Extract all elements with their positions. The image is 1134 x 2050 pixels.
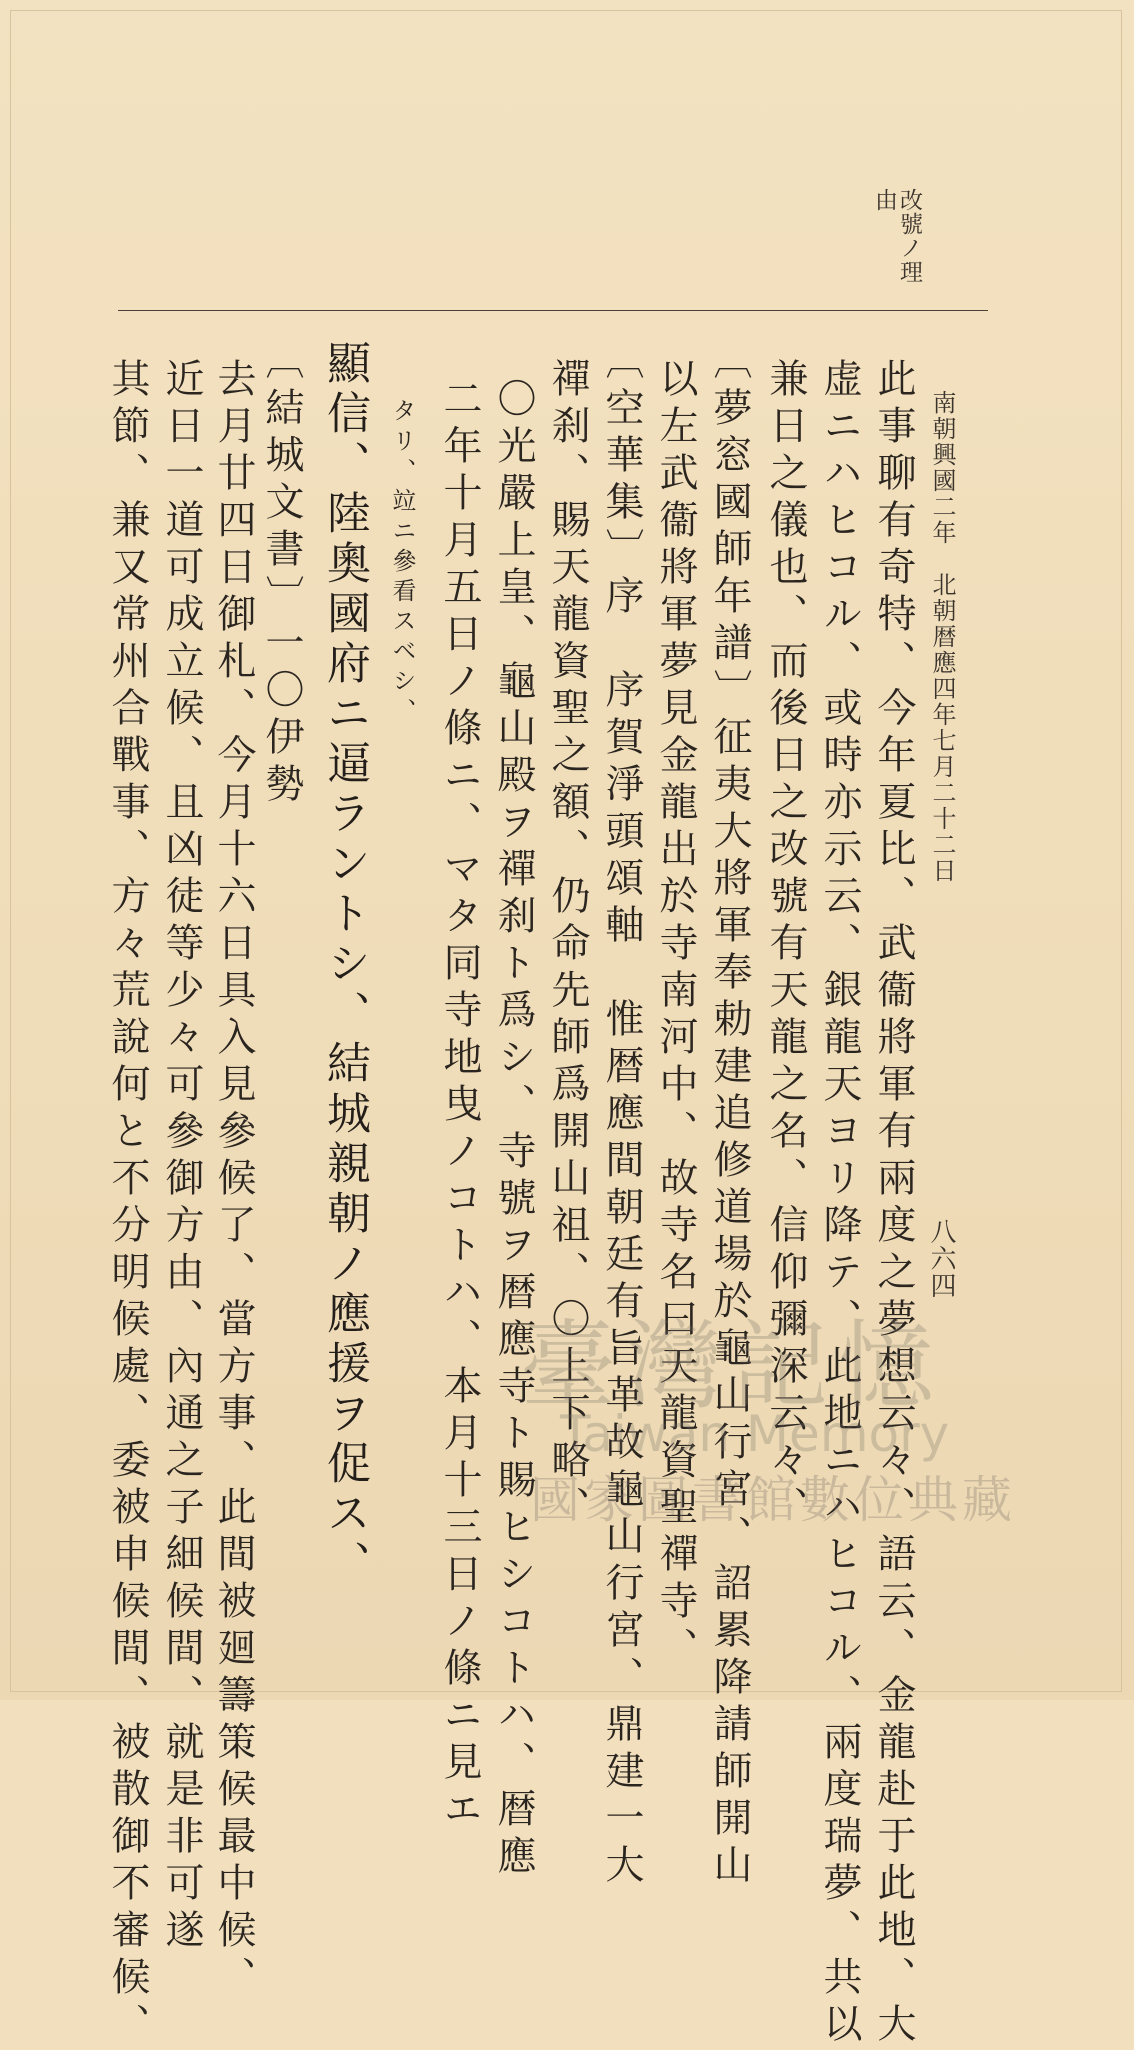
text-column-1: 此事聊有奇特、今年夏比、武衞將軍有兩度之夢想云々、語云、金龍赴于此地、大 [871,358,916,2050]
text-column-15: 其節、兼又常州合戰事、方々荒說何と不分明候處、委被申候間、被散御不審候、 [105,358,150,2050]
text-column-10: タリ、竝ニ參看スベシ、 [388,398,416,728]
text-column-14: 近日一道可成立候、且凶徒等少々可參御方由、內通之子細候間、就是非可遂 [159,358,204,1956]
section-title: 顯信、陸奧國府ニ逼ラントシ、結城親朝ノ應援ヲ促ス、 [319,340,370,1590]
watermark-english: Taiwan Memory [560,1405,950,1463]
margin-note-line1: 改號ノ理 [896,188,922,284]
text-column-9: 二年十月五日ノ條ニ、マタ同寺地曳ノコトハ、本月十三日ノ條ニ見エ [437,378,482,1835]
margin-note-line2: 由 [871,188,897,212]
source-citation: 〔結城文書〕一〇伊勢 [259,340,304,810]
page-number: 八六四 [926,1218,956,1299]
watermark-logo: 臺灣記憶 [520,1310,944,1422]
text-column-8: 〇光嚴上皇、龜山殿ヲ禪刹ト爲シ、寺號ヲ暦應寺ト賜ヒシコトハ、暦應 [491,378,536,1882]
text-column-3: 兼日之儀也、而後日之改號有天龍之名、信仰彌深云々、 [763,358,808,1533]
text-column-4: 〔夢窓國師年譜〕征夷大將軍奉勅建追修道場於龜山行宮、詔累降請師開山 [707,340,752,1891]
text-column-13: 去月廿四日御札、今月十六日具入見參候了、當方事、此間被廻籌策候最中候、 [211,358,256,2003]
date-header: 南朝興國二年 北朝暦應四年七月二十二日 [928,390,956,884]
text-column-5: 以左武衞將軍夢見金龍出於寺南河中、故寺名曰天龍資聖禪寺、 [653,358,698,1674]
text-column-7: 禪刹、賜天龍資聖之額、仍命先師爲開山祖、〇上下略、 [545,358,590,1533]
watermark-organization: 國家圖書館數位典藏 [530,1471,1016,1529]
header-rule [118,310,988,311]
text-column-6: 〔空華集〕序 序賀淨頭頌軸 惟暦應間朝廷有旨革故龜山行宮、鼎建一大 [599,340,644,1891]
text-column-2: 虚ニハヒコル、或時亦示云、銀龍天ヨリ降テ、此地ニハヒコル、兩度瑞夢、共以 [817,358,862,2050]
